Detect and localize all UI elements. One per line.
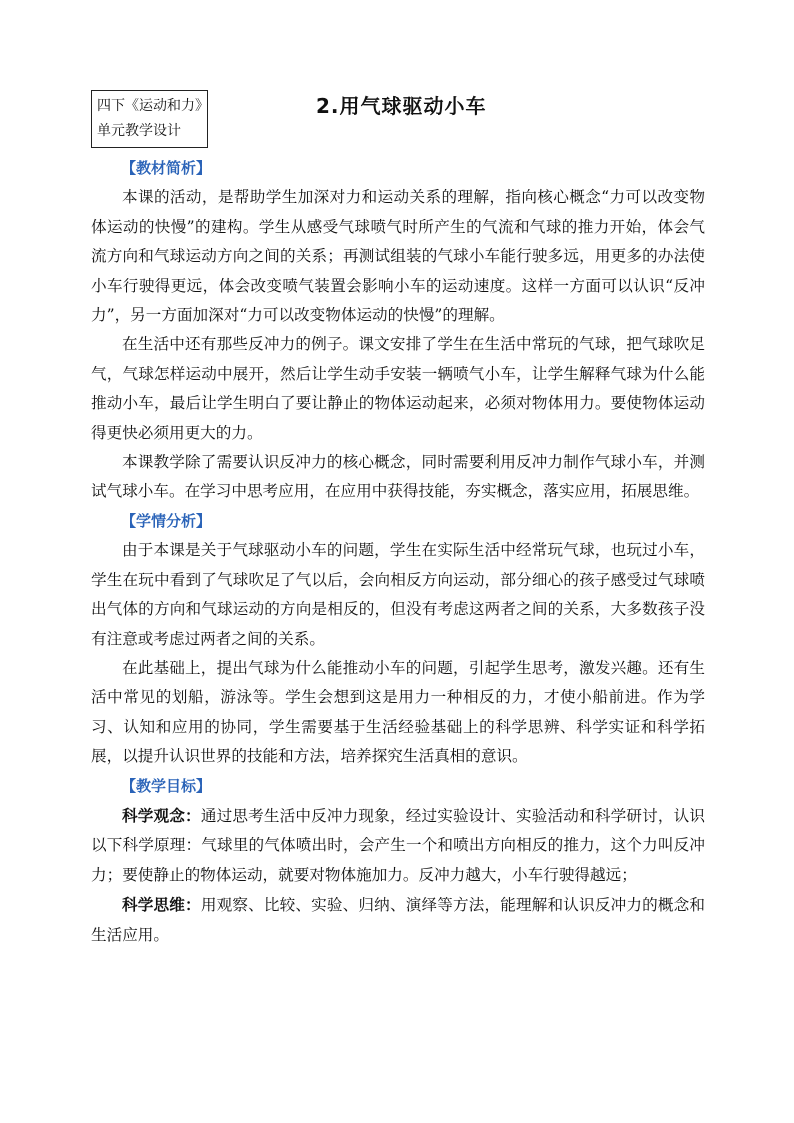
unit-label-line1: 四下《运动和力》 xyxy=(97,98,209,114)
paragraph: 本课教学除了需要认识反冲力的核心概念，同时需要利用反冲力制作气球小车，并测试气球小车。在学习中思考应用，在应用中获得技能，夯实概念，落实应用，拓展思维。 xyxy=(91,453,705,501)
unit-label-box xyxy=(91,90,208,148)
section-heading-learner-analysis: 【学情分析】 xyxy=(121,511,212,530)
paragraph: 本课的活动，是帮助学生加深对力和运动关系的理解，指向核心概念“力可以改变物体运动的快慢”的建构。学生从感受气球喷气时所产生的气流和气球的推力开始，体会气流方向和气球运动方向之间的关系；再测试组装的气球小车能行驶多远，用更多的办法使小车行驶得更远，体会改变喷气装置会影响小车的运动速度。这样一方面可以认识“反冲力”，另一方面加深对“力可以改变物体运动的快慢”的理解。 xyxy=(91,188,705,325)
goal-label: 科学观念： xyxy=(122,805,201,825)
paragraph: 在生活中还有那些反冲力的例子。课文安排了学生在生活中常玩的气球，把气球吹足气，气球怎样运动中展开，然后让学生动手安装一辆喷气小车，让学生解释气球为什么能推动小车，最后让学生明白了要让静止的物体运动起来，必须对物体用力。要使物体运动得更快必须用更大的力。 xyxy=(91,335,705,442)
lesson-title: 2.用气球驱动小车 xyxy=(316,94,487,118)
goal-text: 通过思考生活中反冲力现象，经过实验设计、实验活动和科学研讨，认识以下科学原理：气球里的气体喷出时，会产生一个和喷出方向相反的推力，这个力叫反冲力；要使静止的物体运动，就要对物体施加力。反冲力越大，小车行驶得越远； xyxy=(91,806,705,884)
section-heading-textbook-analysis: 【教材简析】 xyxy=(121,159,212,177)
goal-text: 用观察、比较、实验、归纳、演绎等方法，能理解和认识反冲力的概念和生活应用。 xyxy=(91,896,705,944)
section-heading-teaching-goals: 【教学目标】 xyxy=(121,776,212,795)
paragraph: 在此基础上，提出气球为什么能推动小车的问题，引起学生思考，激发兴趣。还有生活中常见的划船，游泳等。学生会想到这是用力一种相反的力，才使小船前进。作为学习、认知和应用的协同，学生需要基于生活经验基础上的科学思辨、科学实证和科学拓展，以提升认识世界的技能和方法，培养探究生活真相的意识。 xyxy=(91,658,705,766)
unit-label-line2: 单元教学设计 xyxy=(97,123,181,139)
goal-paragraph xyxy=(91,801,705,890)
goal-label: 科学思维： xyxy=(122,895,201,915)
goal-paragraph xyxy=(91,890,705,950)
paragraph: 由于本课是关于气球驱动小车的问题，学生在实际生活中经常玩气球，也玩过小车，学生在玩中看到了气球吹足了气以后，会向相反方向运动，部分细心的孩子感受过气球喷出气体的方向和气球运动的方向是相反的，但没有考虑这两者之间的关系，大多数孩子没有注意或考虑过两者之间的关系。 xyxy=(91,541,705,648)
document-body xyxy=(91,154,705,950)
